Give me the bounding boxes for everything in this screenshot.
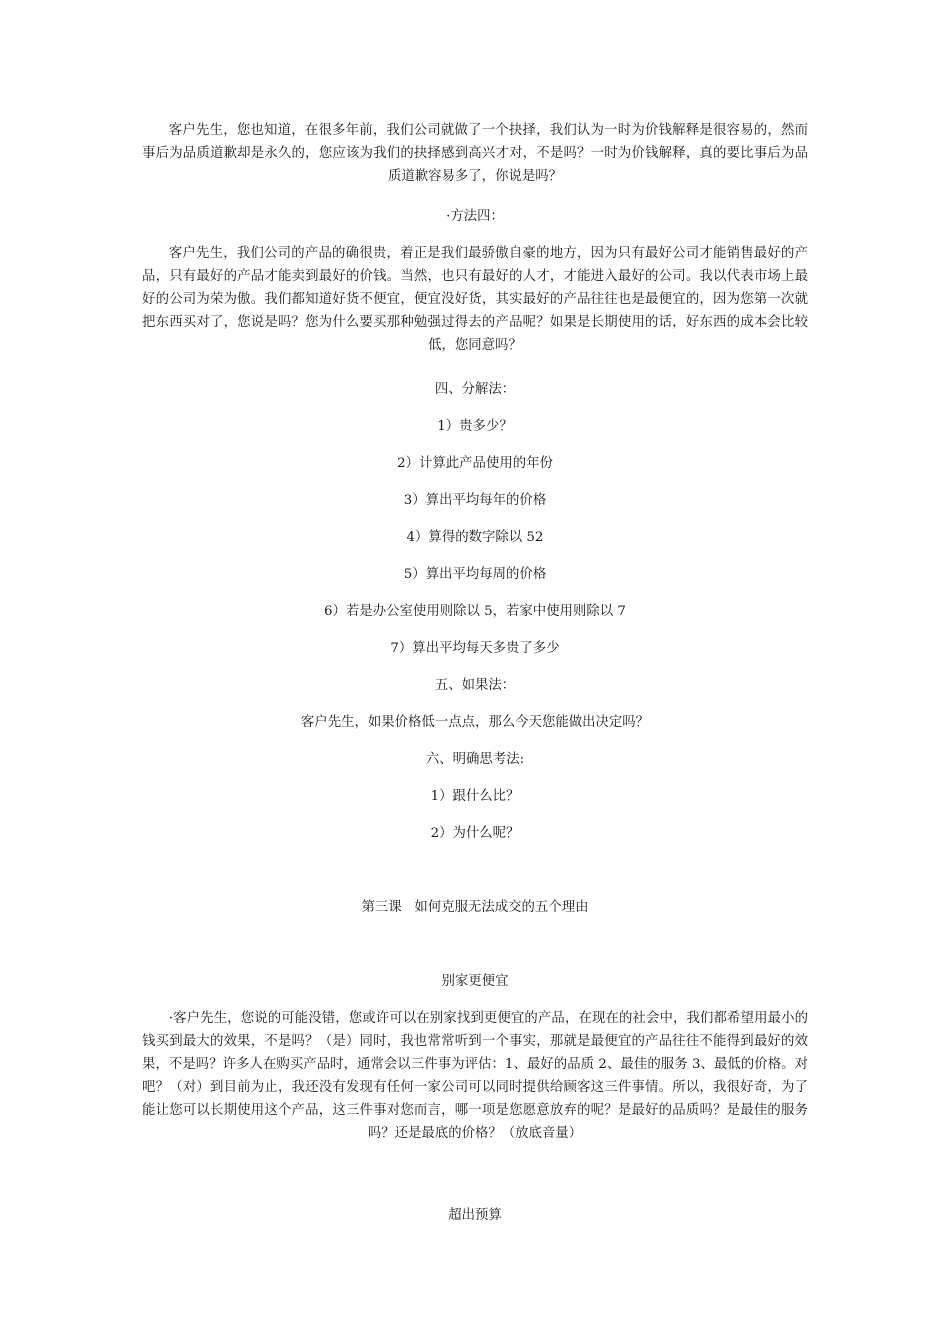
method-4-heading: ·方法四： xyxy=(446,209,504,224)
lesson-title: 第三课 如何克服无法成交的五个理由 xyxy=(361,900,589,915)
section-5-heading: 五、如果法： xyxy=(434,678,516,693)
step-item: 6）若是办公室使用则除以 5，若家中使用则除以 7 xyxy=(324,604,626,619)
section-6-item: 2）为什么呢？ xyxy=(430,826,520,841)
section-6-item: 1）跟什么比？ xyxy=(430,789,520,804)
step-item: 4）算得的数字除以 52 xyxy=(406,530,544,545)
step-item: 5）算出平均每周的价格 xyxy=(403,567,547,582)
section-5-text: 客户先生，如果价格低一点点，那么今天您能做出决定吗？ xyxy=(300,715,650,730)
step-item: 3）算出平均每年的价格 xyxy=(403,493,547,508)
step-item: 1）贵多少？ xyxy=(437,419,513,434)
paragraph-price-explanation: 客户先生，您也知道，在很多年前，我们公司就做了一个抉择，我们认为一时为价钱解释是很容易的，然而事后为品质道歉却是永久的，您应该为我们的抉择感到高兴才对，不是吗？一时为价钱解释，真的要比事后为品质道歉容易多了，你说是吗？ xyxy=(142,123,808,184)
step-item: 7）算出平均每天多贵了多少 xyxy=(390,641,560,656)
paragraph-best-company: 客户先生，我们公司的产品的确很贵，着正是我们最骄傲自豪的地方，因为只有最好公司才能销售最好的产品，只有最好的产品才能卖到最好的价钱。当然，也只有最好的人才，才能进入最好的公司。我以代表市场上最好的公司为荣为傲。我们都知道好货不便宜，便宜没好货，其实最好的产品往往也是最便宜的，因为您第一次就把东西买对了，您说是吗？您为什么要买那种勉强过得去的产品呢？如果是长期使用的话，好东西的成本会比较低，您同意吗？ xyxy=(142,246,808,353)
section-6-heading: 六、明确思考法: xyxy=(425,752,525,767)
paragraph-cheaper-elsewhere: ·客户先生，您说的可能没错，您或许可以在别家找到更便宜的产品，在现在的社会中，我们都希望用最小的钱买到最大的效果，不是吗？（是）同时，我也常常听到一个事实，那就是最便宜的产品往往不能得到最好的效果，不是吗？许多人在购买产品时，通常会以三件事为评估：1、最好的品质 2、最佳的服务 3、最低的价格。对吧？（对）到目前为止，我还没有发现有任何一家公司可以同时提供给顾客这三件事情。所以，我很好奇，为了能让您可以长期使用这个产品，这三件事对您而言，哪一项是您愿意放弃的呢？是最好的品质吗？是最佳的服务吗？还是最底的价格？（放底音量） xyxy=(142,1011,808,1141)
step-item: 2）计算此产品使用的年份 xyxy=(397,456,553,471)
reason-2-heading: 超出预算 xyxy=(448,1208,502,1223)
section-4-heading: 四、分解法： xyxy=(434,382,516,397)
reason-1-heading: 别家更便宜 xyxy=(441,974,509,989)
